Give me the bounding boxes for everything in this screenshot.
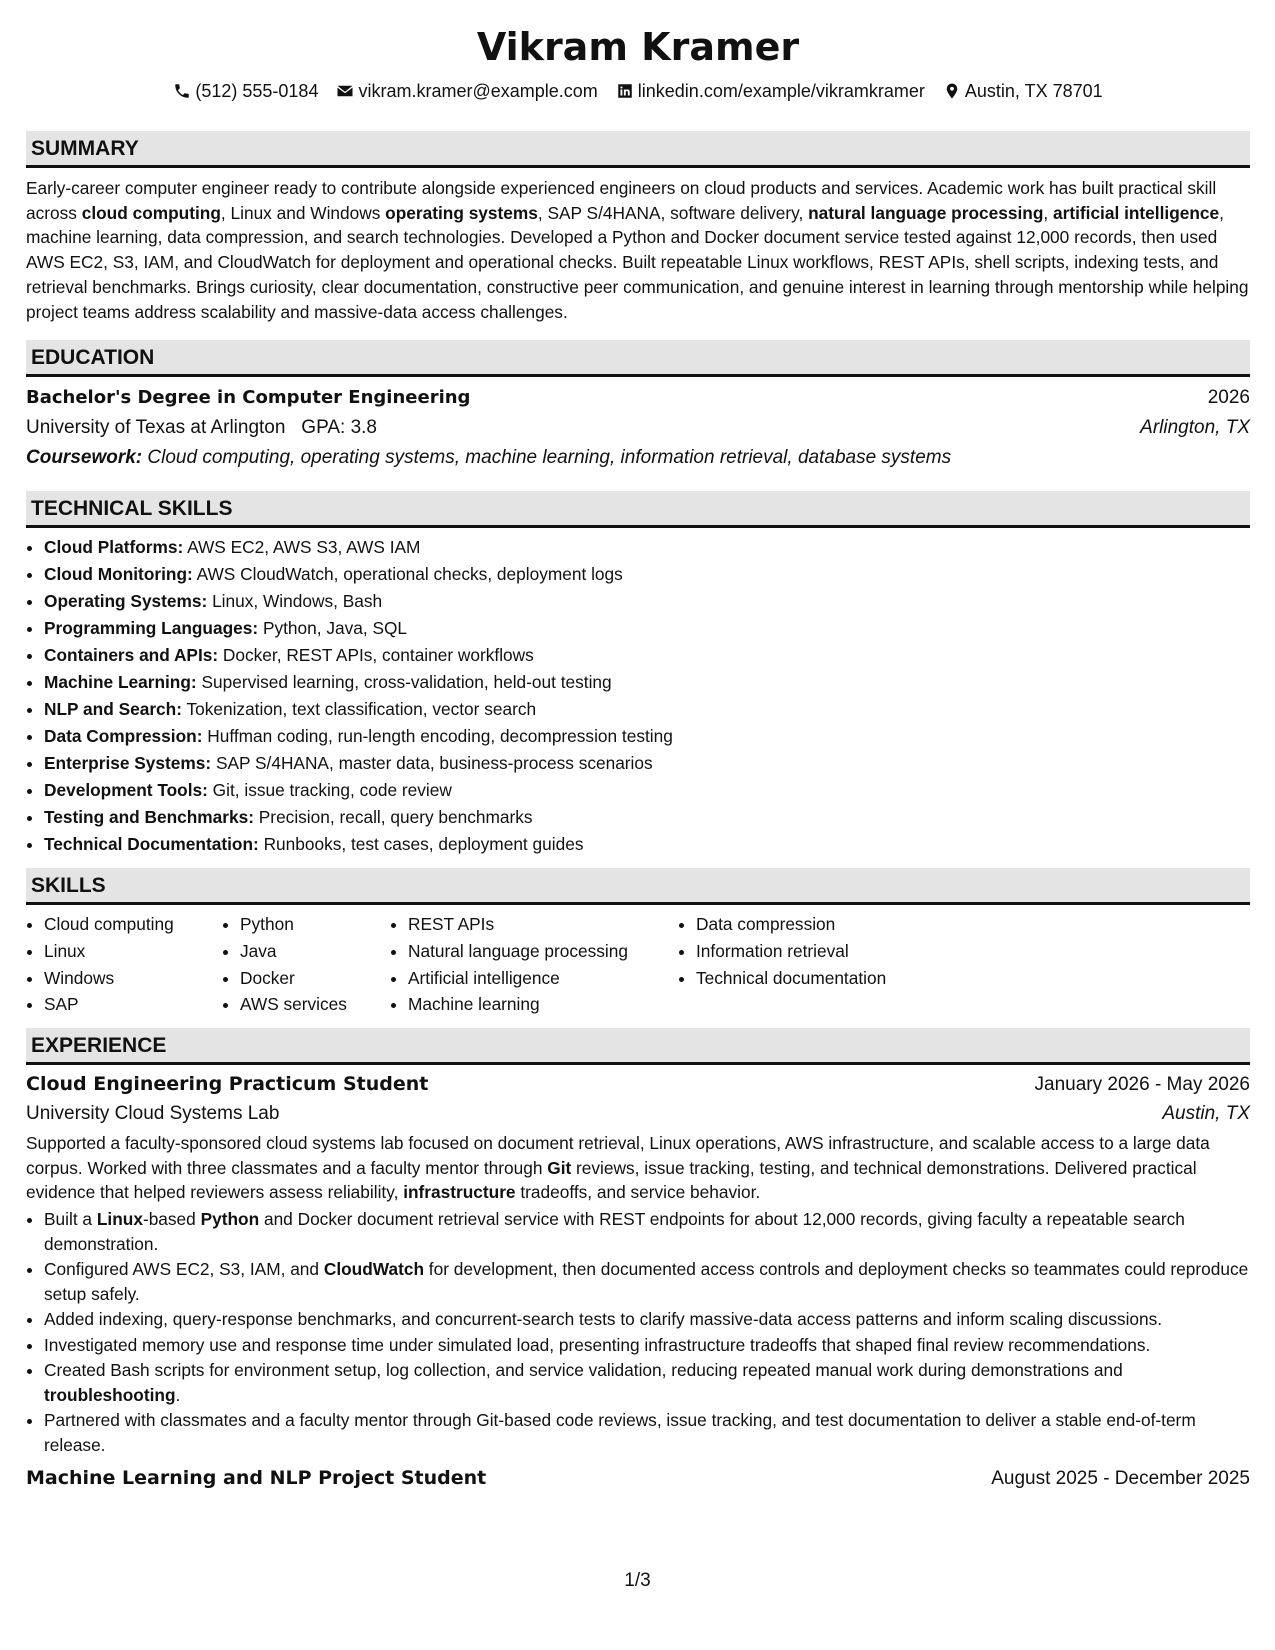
skill-item: • Natural language processing	[408, 938, 678, 965]
contact-bar	[26, 78, 1250, 104]
technical-skill-item	[44, 561, 1250, 588]
text: Supported a faculty-sponsored cloud systems lab focused on document retrieval, Linux operations, AWS infrastructure, and scalable access to a large data corpus. Worked with three classmates and a faculty mentor through	[26, 1133, 1210, 1178]
text: , machine learning, data compression, and search technologies. Developed a Python and Docker document service tested against 12,000 records, then used AWS EC2, S3, IAM, and CloudWatch for deployment and operational checks. Built repeatable Linux workflows, REST APIs, shell scripts, indexing tests, and retrieval benchmarks. Brings curiosity, clear documentation, constructive peer communication, and genuine interest in learning through mentorship while helping project teams address scalability and massive-data access challenges.	[26, 202, 1249, 322]
school-name: University of Texas at Arlington	[26, 417, 286, 439]
skill-category: Testing and Benchmarks:	[44, 807, 254, 828]
resume-page	[26, 0, 1250, 1493]
bold-text: natural language processing	[808, 202, 1044, 223]
job-title: Machine Learning and NLP Project Student	[26, 1467, 487, 1490]
text: Configured AWS EC2, S3, IAM, and	[44, 1259, 324, 1280]
job-summary	[26, 1131, 1250, 1205]
bold-text: artificial intelligence	[1053, 202, 1220, 223]
linkedin-text: linkedin.com/example/vikramkramer	[637, 81, 925, 101]
skill-item: • Windows	[44, 965, 222, 992]
text: -based	[142, 1209, 201, 1230]
text: reviews, issue tracking, testing, and technical demonstrations. Delivered practical evidence that helped reviewers assess reliability,	[26, 1157, 1197, 1203]
text: , SAP S/4HANA, software delivery,	[537, 202, 809, 223]
skill-item: • AWS services	[240, 991, 390, 1018]
job-bullet	[44, 1307, 1250, 1332]
bold-text: CloudWatch	[323, 1259, 424, 1280]
technical-skill-item	[44, 804, 1250, 831]
contact-phone[interactable]	[173, 78, 318, 104]
job-bullet	[44, 1358, 1250, 1407]
linkedin-icon	[616, 82, 634, 100]
skill-values: Docker, REST APIs, container workflows	[218, 645, 534, 666]
candidate-name: Vikram Kramer	[476, 25, 800, 69]
skill-item: • Technical documentation	[696, 965, 956, 992]
skill-item: • Data compression	[696, 911, 956, 938]
degree-title: Bachelor's Degree in Computer Engineering	[26, 387, 471, 409]
degree-year: 2026	[1207, 387, 1250, 409]
text: Built a	[44, 1209, 97, 1230]
job-bullet	[44, 1257, 1250, 1306]
education-heading: EDUCATION	[26, 340, 1250, 377]
contact-linkedin[interactable]	[616, 78, 925, 104]
text: Created Bash scripts for environment setup, log collection, and service validation, reducing repeated manual work during demonstrations and	[44, 1360, 1123, 1381]
skill-item: • Artificial intelligence	[408, 965, 678, 992]
map-pin-icon	[943, 82, 961, 100]
contact-email[interactable]	[336, 78, 597, 104]
technical-skills-list	[26, 534, 1250, 858]
skill-item: • SAP	[44, 991, 222, 1018]
skill-values: Supervised learning, cross-validation, held-out testing	[196, 672, 612, 693]
text: Early-career computer engineer ready to contribute alongside experienced engineers on cloud products and services. Academic work has built practical skill across	[26, 178, 1217, 223]
skill-item: • REST APIs	[408, 911, 678, 938]
skills-heading: SKILLS	[26, 868, 1250, 905]
skill-category: Operating Systems:	[44, 591, 208, 612]
envelope-icon	[336, 82, 354, 100]
phone-icon	[173, 82, 191, 100]
technical-skill-item	[44, 777, 1250, 804]
skill-item: • Linux	[44, 938, 222, 965]
bold-text: cloud computing	[81, 202, 221, 223]
skill-values: Python, Java, SQL	[258, 618, 408, 639]
text: and Docker document retrieval service with REST endpoints for about 12,000 records, giving faculty a repeatable search demonstration.	[44, 1209, 1185, 1254]
skill-item: • Java	[240, 938, 390, 965]
skill-category: Cloud Monitoring:	[44, 564, 193, 585]
skill-values: Tokenization, text classification, vector search	[181, 699, 537, 720]
technical-skill-item	[44, 669, 1250, 696]
job-bullet	[44, 1408, 1250, 1457]
text: .	[175, 1384, 181, 1405]
bold-text: Git	[547, 1157, 572, 1178]
job-org: University Cloud Systems Lab	[26, 1103, 280, 1125]
technical-skills-heading: TECHNICAL SKILLS	[26, 491, 1250, 528]
technical-skill-item	[44, 750, 1250, 777]
skill-values: Precision, recall, query benchmarks	[253, 807, 533, 828]
experience-heading: EXPERIENCE	[26, 1028, 1250, 1065]
skill-item: • Machine learning	[408, 991, 678, 1018]
technical-skill-item	[44, 642, 1250, 669]
skill-category: Machine Learning:	[44, 672, 197, 693]
bold-text: Python	[200, 1209, 260, 1230]
page-number: 1/3	[624, 1570, 651, 1591]
skills-column	[222, 911, 390, 1018]
skill-category: Enterprise Systems:	[44, 753, 212, 774]
skills-column	[678, 911, 956, 1018]
job-org-row	[26, 1099, 1250, 1129]
coursework-list: Cloud computing, operating systems, machine learning, information retrieval, database systems	[147, 447, 952, 469]
job-header-row	[26, 1069, 1250, 1099]
skill-values: AWS EC2, AWS S3, AWS IAM	[183, 537, 421, 558]
skill-category: Containers and APIs:	[44, 645, 219, 666]
skill-item: • Python	[240, 911, 390, 938]
skill-values: Linux, Windows, Bash	[207, 591, 383, 612]
skill-category: Programming Languages:	[44, 618, 259, 639]
contact-location	[943, 78, 1103, 104]
gpa: GPA: 3.8	[301, 417, 377, 439]
skill-values: Huffman coding, run-length encoding, decompression testing	[202, 726, 673, 747]
text: Investigated memory use and response time under simulated load, presenting infrastructure tradeoffs that shaped final review recommendations.	[44, 1334, 1151, 1355]
job-title: Cloud Engineering Practicum Student	[26, 1073, 429, 1096]
school-location: Arlington, TX	[1140, 417, 1250, 439]
job-bullets	[26, 1207, 1250, 1457]
text: for development, then documented access controls and deployment checks so teammates could reproduce setup safely.	[44, 1259, 1249, 1304]
skill-category: Data Compression:	[44, 726, 203, 747]
bold-text: Linux	[96, 1209, 143, 1230]
job-bullet	[44, 1207, 1250, 1256]
bold-text: operating systems	[385, 202, 538, 223]
school-info	[26, 413, 377, 443]
skill-item: • Cloud computing	[44, 911, 222, 938]
technical-skill-item	[44, 723, 1250, 750]
technical-skill-item	[44, 534, 1250, 561]
job-location: Austin, TX	[1162, 1103, 1250, 1125]
skill-values: AWS CloudWatch, operational checks, deployment logs	[192, 564, 623, 585]
bold-text: troubleshooting	[44, 1384, 176, 1405]
coursework-label: Coursework:	[26, 447, 143, 469]
coursework-line	[26, 443, 1250, 473]
phone-text: (512) 555-0184	[195, 81, 319, 101]
text: Added indexing, query-response benchmarks, and concurrent-search tests to clarify massive-data access patterns and inform scaling discussions.	[44, 1309, 1163, 1330]
text: Partnered with classmates and a faculty mentor through Git-based code reviews, issue tracking, and test documentation to deliver a stable end-of-term release.	[44, 1410, 1196, 1455]
skill-category: Technical Documentation:	[44, 834, 259, 855]
technical-skill-item	[44, 588, 1250, 615]
technical-skill-item	[44, 696, 1250, 723]
text: tradeoffs, and service behavior.	[515, 1182, 761, 1203]
text: ,	[1043, 202, 1053, 223]
job-dates: August 2025 - December 2025	[991, 1468, 1250, 1490]
text: , Linux and Windows	[220, 202, 386, 223]
skill-item: • Information retrieval	[696, 938, 956, 965]
job-header-row	[26, 1463, 1250, 1493]
skill-category: NLP and Search:	[44, 699, 182, 720]
skills-column	[390, 911, 678, 1018]
technical-skill-item	[44, 831, 1250, 858]
location-text: Austin, TX 78701	[964, 81, 1103, 101]
skill-item: • Docker	[240, 965, 390, 992]
technical-skill-item	[44, 615, 1250, 642]
job-dates: January 2026 - May 2026	[1034, 1074, 1250, 1096]
skills-grid	[26, 911, 1250, 1018]
skill-category: Development Tools:	[44, 780, 208, 801]
summary-heading: SUMMARY	[26, 131, 1250, 168]
email-text: vikram.kramer@example.com	[358, 81, 598, 101]
skill-values: SAP S/4HANA, master data, business-process scenarios	[211, 753, 653, 774]
education-degree-row	[26, 383, 1250, 413]
bold-text: infrastructure	[403, 1182, 516, 1203]
skill-category: Cloud Platforms:	[44, 537, 184, 558]
education-school-row	[26, 413, 1250, 443]
summary-paragraph	[26, 176, 1250, 324]
skill-values: Runbooks, test cases, deployment guides	[258, 834, 584, 855]
job-bullet	[44, 1333, 1250, 1358]
skills-column	[26, 911, 222, 1018]
skill-values: Git, issue tracking, code review	[207, 780, 452, 801]
